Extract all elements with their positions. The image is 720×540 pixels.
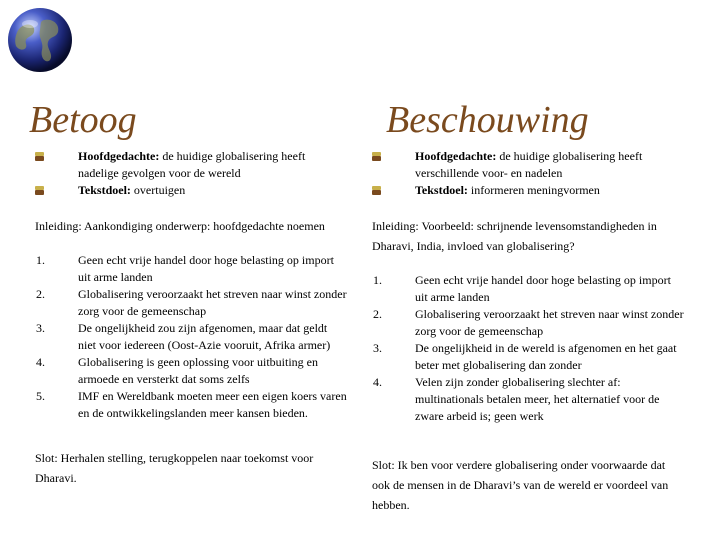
list-number: 1. xyxy=(373,273,382,287)
list-number: 3. xyxy=(373,341,382,355)
list-item xyxy=(372,340,684,374)
right-bullets xyxy=(372,148,684,199)
globe-icon xyxy=(6,6,74,74)
list-item xyxy=(35,388,347,422)
list-text: Geen echt vrije handel door hoge belasting op import uit arme landen xyxy=(415,273,671,304)
bullet-text: informeren meningvormen xyxy=(467,183,600,197)
list-item xyxy=(372,374,684,425)
right-column xyxy=(372,148,684,515)
list-text: Globalisering veroorzaakt het streven naar winst zonder zorg voor de gemeenschap xyxy=(78,287,347,318)
bullet-icon xyxy=(372,152,381,161)
bullet-item xyxy=(35,182,347,199)
list-item xyxy=(372,306,684,340)
bullet-text: de huidige globalisering heeft verschillende voor- en nadelen xyxy=(415,149,643,180)
list-item xyxy=(35,354,347,388)
left-slot: Slot: Herhalen stelling, terugkoppelen naar toekomst voor Dharavi. xyxy=(35,451,314,485)
bullet-item xyxy=(372,148,684,182)
list-number: 1. xyxy=(36,253,45,267)
left-bullets xyxy=(35,148,347,199)
bullet-label: Tekstdoel: xyxy=(415,183,468,197)
bullet-label: Hoofdgedachte: xyxy=(78,149,160,163)
list-text: Velen zijn zonder globalisering slechter af: multinationals betalen meer, het alternatief voor de zware arbeid is; geen werk xyxy=(415,375,660,423)
list-item xyxy=(35,320,347,354)
right-numbered-list xyxy=(372,272,684,425)
title-betoog: Betoog xyxy=(29,99,137,141)
left-numbered-list xyxy=(35,252,347,422)
list-text: Globalisering is geen oplossing voor uitbuiting en armoede en versterkt dat soms zelfs xyxy=(78,355,318,386)
bullet-item xyxy=(372,182,684,199)
right-intro: Inleiding: Voorbeeld: schrijnende levensomstandigheden in Dharavi, India, invloed van globalisering? xyxy=(372,219,657,253)
bullet-label: Hoofdgedachte: xyxy=(415,149,497,163)
bullet-text: de huidige globalisering heeft nadelige gevolgen voor de wereld xyxy=(78,149,306,180)
list-number: 2. xyxy=(373,307,382,321)
list-item xyxy=(372,272,684,306)
list-text: IMF en Wereldbank moeten meer een eigen koers varen en de ontwikkelingslanden meer kansen bieden. xyxy=(78,389,347,420)
list-number: 2. xyxy=(36,287,45,301)
bullet-icon xyxy=(372,186,381,195)
bullet-text: overtuigen xyxy=(130,183,186,197)
list-item xyxy=(35,252,347,286)
list-item xyxy=(35,286,347,320)
list-text: De ongelijkheid zou zijn afgenomen, maar dat geldt niet voor iedereen (Oost-Azie vooruit, Afrika armer) xyxy=(78,321,331,352)
list-number: 4. xyxy=(373,375,382,389)
left-column xyxy=(35,148,347,488)
bullet-item xyxy=(35,148,347,182)
list-number: 3. xyxy=(36,321,45,335)
list-text: De ongelijkheid in de wereld is afgenomen en het gaat beter met globalisering dan zonder xyxy=(415,341,677,372)
right-slot: Slot: Ik ben voor verdere globalisering onder voorwaarde dat ook de mensen in de Dharavi’s van de wereld er voordeel van hebben. xyxy=(372,458,669,512)
list-text: Globalisering veroorzaakt het streven naar winst zonder zorg voor de gemeenschap xyxy=(415,307,684,338)
list-number: 4. xyxy=(36,355,45,369)
title-beschouwing: Beschouwing xyxy=(386,99,589,141)
list-text: Geen echt vrije handel door hoge belasting op import uit arme landen xyxy=(78,253,334,284)
bullet-icon xyxy=(35,152,44,161)
list-number: 5. xyxy=(36,389,45,403)
bullet-icon xyxy=(35,186,44,195)
left-intro: Inleiding: Aankondiging onderwerp: hoofdgedachte noemen xyxy=(35,219,325,233)
bullet-label: Tekstdoel: xyxy=(78,183,131,197)
